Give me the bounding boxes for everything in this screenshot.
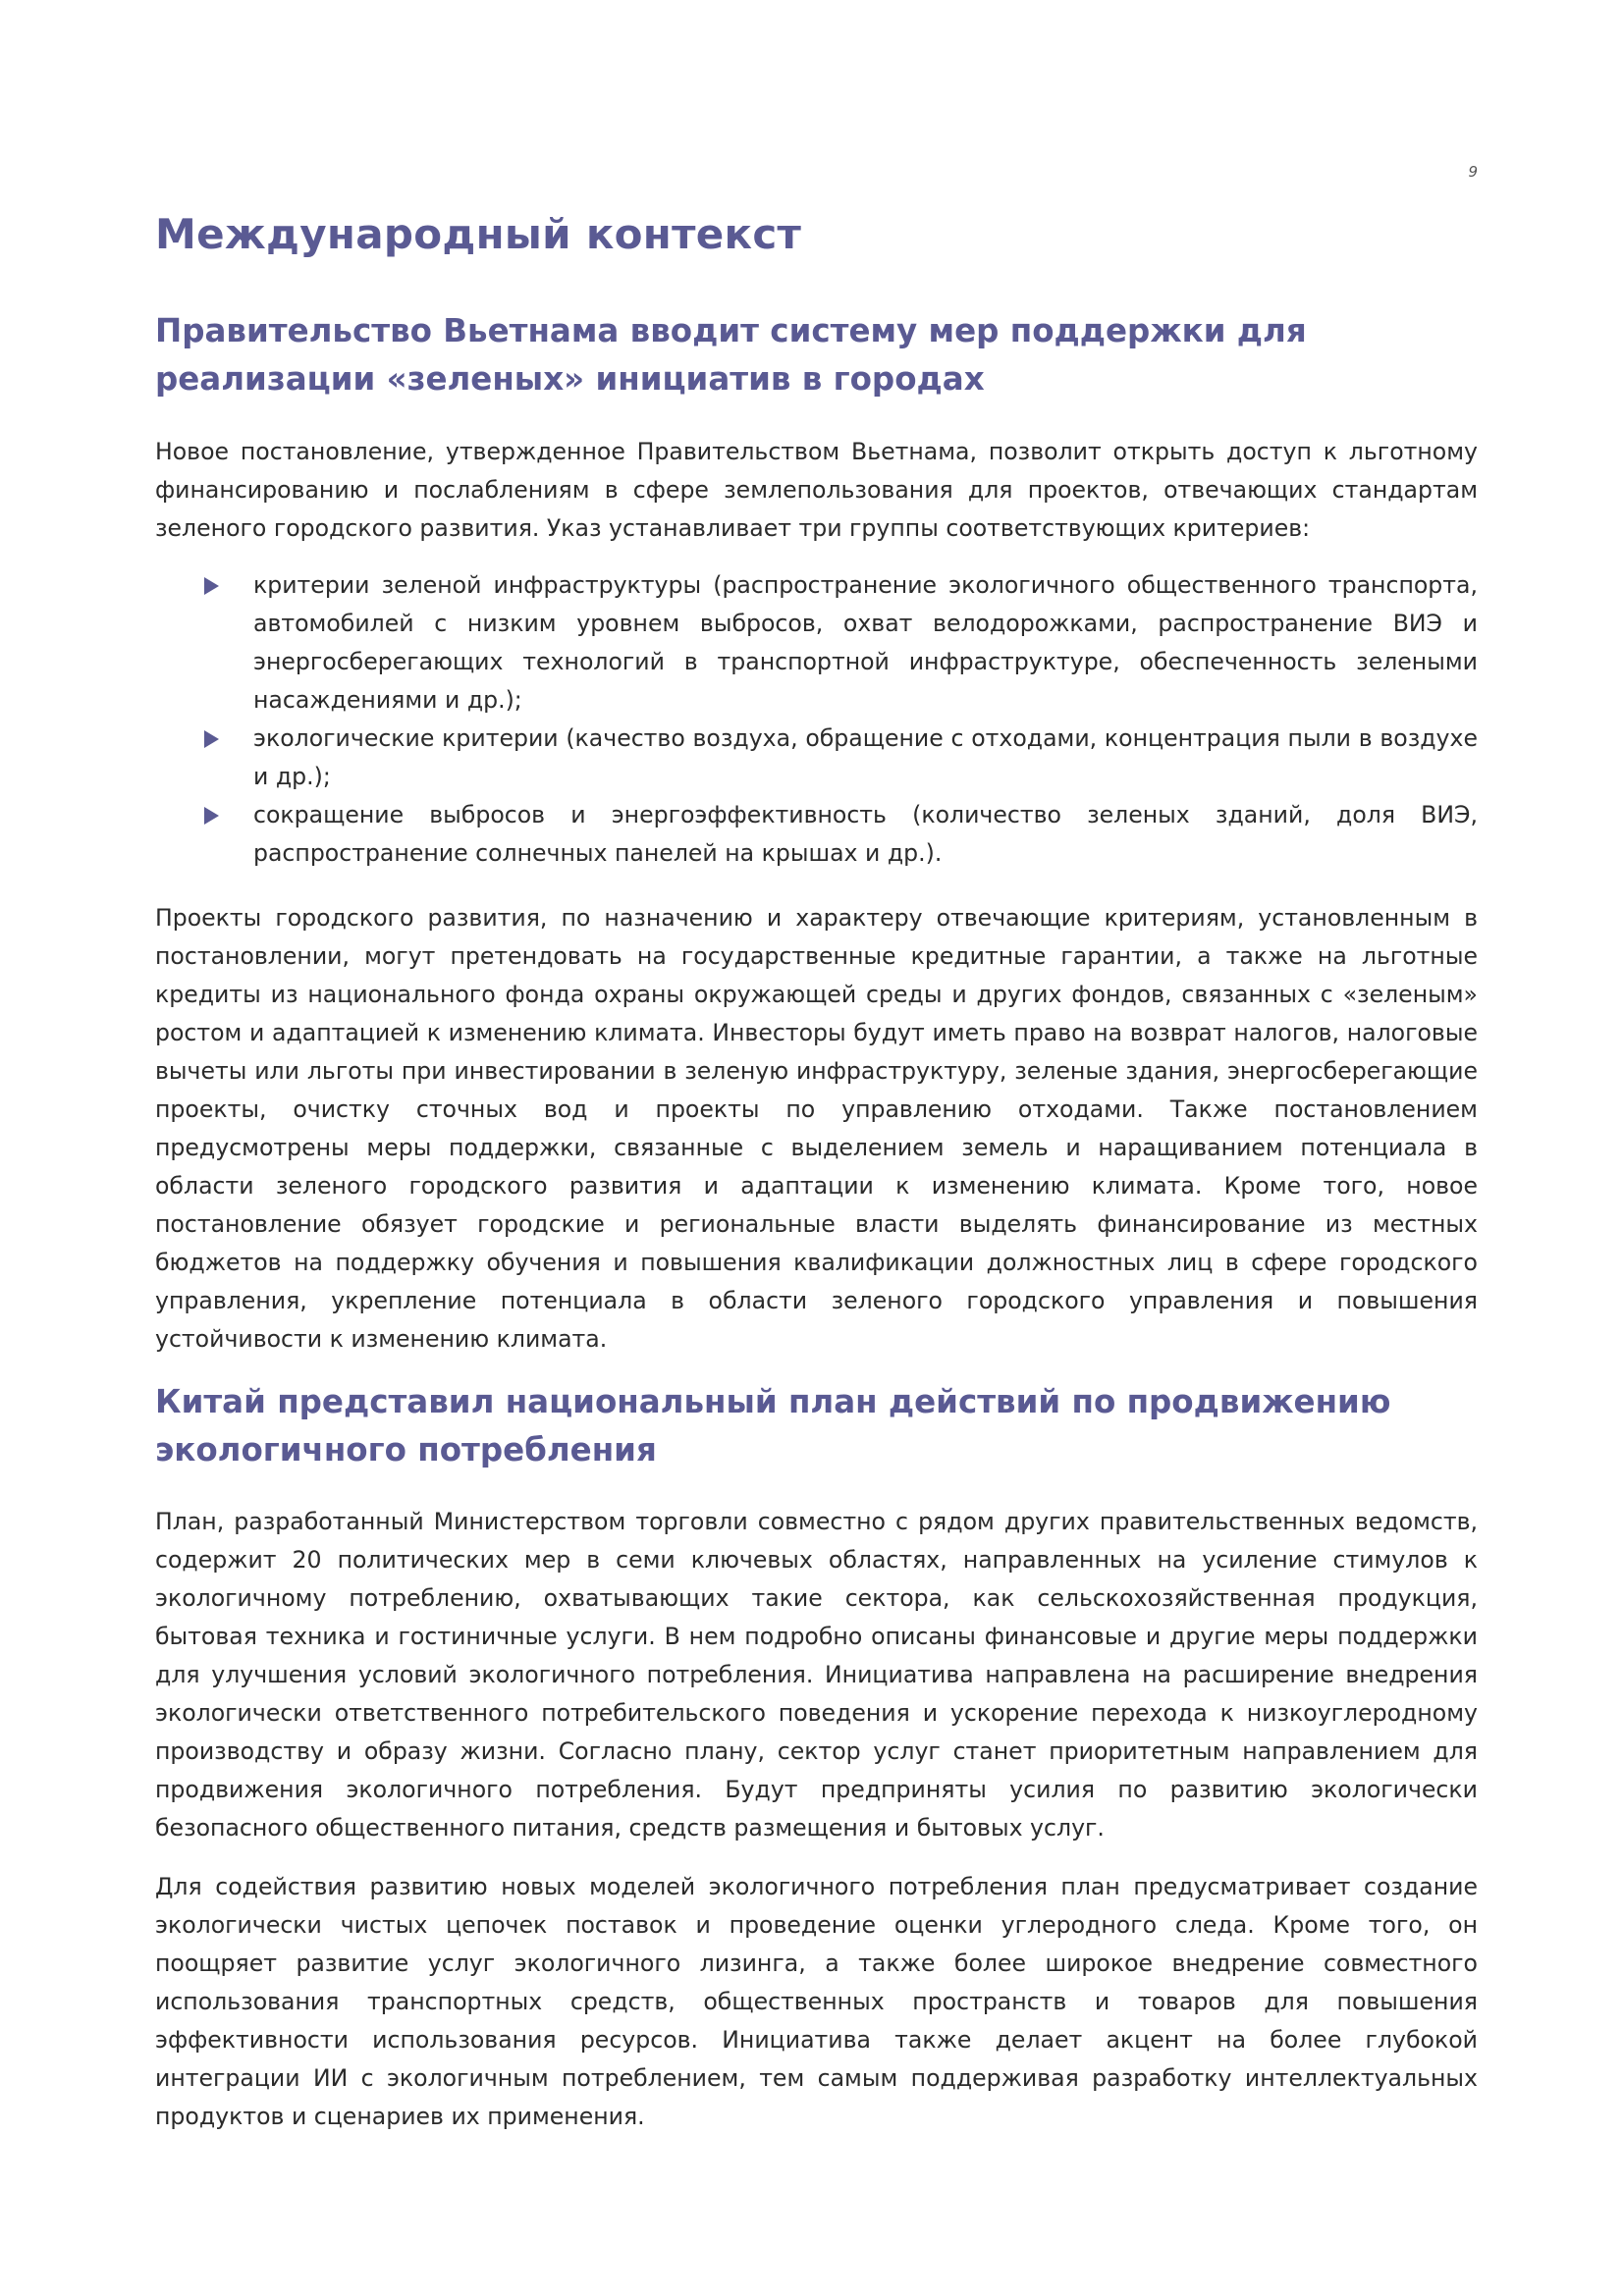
list-item-text: сокращение выбросов и энергоэффективность (количество зеленых зданий, доля ВИЭ, распространение солнечных панелей на крышах и др.). bbox=[253, 801, 1478, 867]
list-item bbox=[155, 566, 1478, 720]
page-title: Международный контекст bbox=[155, 210, 802, 258]
page-number: 9 bbox=[1468, 163, 1478, 181]
criteria-list-block bbox=[155, 566, 1478, 873]
section-china-paragraph-1: План, разработанный Министерством торговли совместно с рядом других правительственных ведомств, содержит 20 политических мер в семи ключевых областях, направленных на усиление стимулов к экологичному потреблению, охватывающих такие сектора, как сельскохозяйственная продукция, бытовая техника и гостиничные услуги. В нем подробно описаны финансовые и другие меры поддержки для улучшения условий экологичного потребления. Инициатива направлена на расширение внедрения экологически ответственного потребительского поведения и ускорение перехода к низкоуглеродному производству и образу жизни. Согласно плану, сектор услуг станет приоритетным направлением для продвижения экологичного потребления. Будут предприняты усилия по развитию экологически безопасного общественного питания, средств размещения и бытовых услуг. bbox=[155, 1508, 1478, 1842]
triangle-bullet-icon bbox=[204, 730, 219, 748]
section-vietnam bbox=[155, 307, 1478, 403]
section-vietnam-intro-block bbox=[155, 433, 1478, 548]
section-china-paragraph-2: Для содействия развитию новых моделей экологичного потребления план предусматривает создание экологически чистых цепочек поставок и проведение оценки углеродного следа. Кроме того, он поощряет развитие услуг экологичного лизинга, а также более широкое внедрение совместного использования транспортных средств, общественных пространств и товаров для повышения эффективности использования ресурсов. Инициатива также делает акцент на более глубокой интеграции ИИ с экологичным потреблением, тем самым поддерживая разработку интеллектуальных продуктов и сценариев их применения. bbox=[155, 1873, 1478, 2130]
triangle-bullet-icon bbox=[204, 807, 219, 825]
section-vietnam-intro: Новое постановление, утвержденное Правительством Вьетнама, позволит открыть доступ к льготному финансированию и послаблениям в сфере землепользования для проектов, отвечающих стандартам зеленого городского развития. Указ устанавливает три группы соответствующих критериев: bbox=[155, 438, 1478, 542]
section-vietnam-paragraph: Проекты городского развития, по назначению и характеру отвечающие критериям, установленным в постановлении, могут претендовать на государственные кредитные гарантии, а также на льготные кредиты из национального фонда охраны окружающей среды и других фондов, связанных с «зеленым» ростом и адаптацией к изменению климата. Инвесторы будут иметь право на возврат налогов, налоговые вычеты или льготы при инвестировании в зеленую инфраструктуру, зеленые здания, энергосберегающие проекты, очистку сточных вод и проекты по управлению отходами. Также постановлением предусмотрены меры поддержки, связанные с выделением земель и наращиванием потенциала в области зеленого городского развития и адаптации к изменению климата. Кроме того, новое постановление обязует городские и региональные власти выделять финансирование из местных бюджетов на поддержку обучения и повышения квалификации должностных лиц в сфере городского управления, укрепление потенциала в области зеленого городского управления и повышения устойчивости к изменению климата. bbox=[155, 904, 1478, 1353]
triangle-bullet-icon bbox=[204, 577, 219, 595]
section-heading-china: Китай представил национальный план действий по продвижению экологичного потребления bbox=[155, 1383, 1391, 1468]
section-heading-vietnam: Правительство Вьетнама вводит систему мер поддержки для реализации «зеленых» инициатив в городах bbox=[155, 312, 1307, 398]
section-china-paragraph1-block bbox=[155, 1503, 1478, 1847]
list-item bbox=[155, 720, 1478, 796]
section-china-paragraph2-block bbox=[155, 1868, 1478, 2136]
section-china bbox=[155, 1378, 1478, 1474]
list-item-text: критерии зеленой инфраструктуры (распространение экологичного общественного транспорта, автомобилей с низким уровнем выбросов, охват велодорожками, распространение ВИЭ и энергосберегающих технологий в транспортной инфраструктуре, обеспеченность зелеными насаждениями и др.); bbox=[253, 571, 1478, 714]
section-vietnam-paragraph-block bbox=[155, 899, 1478, 1359]
list-item bbox=[155, 796, 1478, 873]
list-item-text: экологические критерии (качество воздуха, обращение с отходами, концентрация пыли в воздухе и др.); bbox=[253, 724, 1478, 790]
criteria-list bbox=[155, 566, 1478, 873]
